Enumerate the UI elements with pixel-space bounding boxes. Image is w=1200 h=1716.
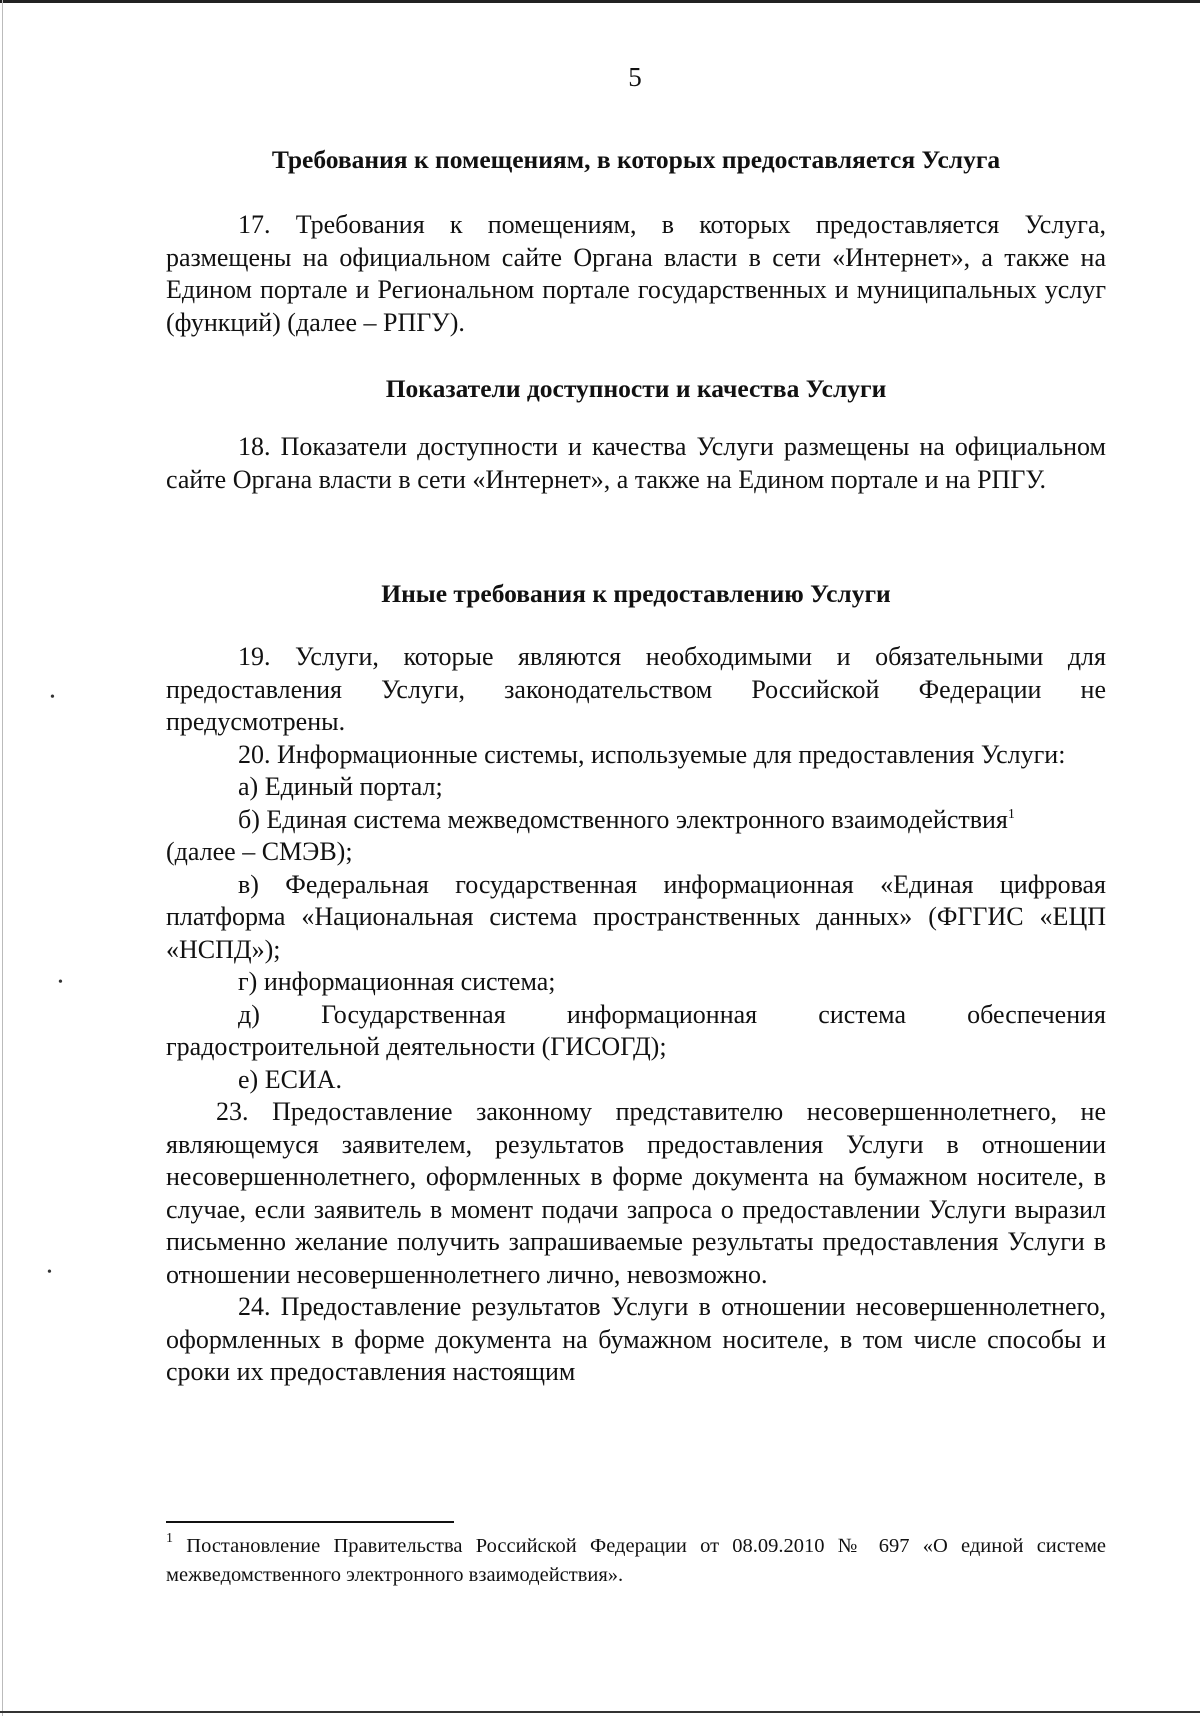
section-body-other-requirements <box>166 641 1106 1389</box>
paragraph-17: 17. Требования к помещениям, в которых предоставляется Услуга, размещены на официальном сайте Органа власти в сети «Интернет», а также на Едином портале и Региональном портале государственных и муниципальных услуг (функций) (далее – РПГУ). <box>166 210 1106 337</box>
paragraph-20: 20. Информационные системы, используемые для предоставления Услуги: <box>238 739 1066 769</box>
footnote-text: Постановление Правительства Российской Федерации от 08.09.2010 № 697 «О единой системе межведомственного электронного взаимодействия». <box>166 1535 1107 1586</box>
scan-top-edge <box>0 0 1200 3</box>
list-item <box>166 804 1106 837</box>
list-item: е) ЕСИА. <box>238 1064 342 1094</box>
paragraph-19: 19. Услуги, которые являются необходимыми и обязательными для предоставления Услуги, законодательством Российской Федерации не предусмотрены. <box>166 642 1106 736</box>
footnote-separator <box>166 1521 454 1523</box>
list-item: д) Государственная информационная система обеспечения градостроительной деятельности (ГИСОГД); <box>166 999 1106 1061</box>
section-heading-other-requirements: Иные требования к предоставлению Услуги <box>381 579 891 608</box>
scan-speck: • <box>58 975 63 990</box>
paragraph-23: 23. Предоставление законному представителю несовершеннолетнего, не являющемуся заявителем, результатов предоставления Услуги в отношении несовершеннолетнего, оформленных в форме документа на бумажном носителе, в случае, если заявитель в момент подачи запроса о предоставлении Услуги выразил письменно желание получить запрашиваемые результаты предоставления Услуги в отношении несовершеннолетнего лично, невозможно. <box>166 1097 1106 1289</box>
footnote <box>166 1532 1106 1590</box>
scan-speck: • <box>47 1265 52 1280</box>
list-item-continuation: (далее – СМЭВ); <box>166 837 353 866</box>
list-item: в) Федеральная государственная информационная «Единая цифровая платформа «Национальная система пространственных данных» (ФГГИС «ЕЦП «НСПД»); <box>166 869 1106 964</box>
scan-left-edge <box>2 0 3 1716</box>
section-body-accessibility <box>166 431 1106 496</box>
scan-speck: • <box>50 690 55 705</box>
section-heading-premises: Требования к помещениям, в которых предоставляется Услуга <box>271 145 1001 174</box>
list-item-text: б) Единая система межведомственного электронного взаимодействия <box>238 804 1008 834</box>
footnote-ref: 1 <box>1007 806 1015 822</box>
scan-bottom-edge <box>0 1711 1200 1713</box>
section-body-premises <box>166 209 1106 339</box>
list-item: а) Единый портал; <box>238 772 443 801</box>
paragraph-18: 18. Показатели доступности и качества Услуги размещены на официальном сайте Органа власти в сети «Интернет», а также на Едином портале и на РПГУ. <box>166 432 1106 494</box>
footnote-text-line <box>166 1532 1106 1590</box>
list-item: г) информационная система; <box>238 967 556 996</box>
paragraph-24: 24. Предоставление результатов Услуги в отношении несовершеннолетнего, оформленных в форме документа на бумажном носителе, в том числе способы и сроки их предоставления настоящим <box>166 1292 1106 1386</box>
footnote-mark: 1 <box>166 1531 173 1546</box>
page-number: 5 <box>628 62 642 92</box>
section-heading-accessibility: Показатели доступности и качества Услуги <box>385 374 887 403</box>
